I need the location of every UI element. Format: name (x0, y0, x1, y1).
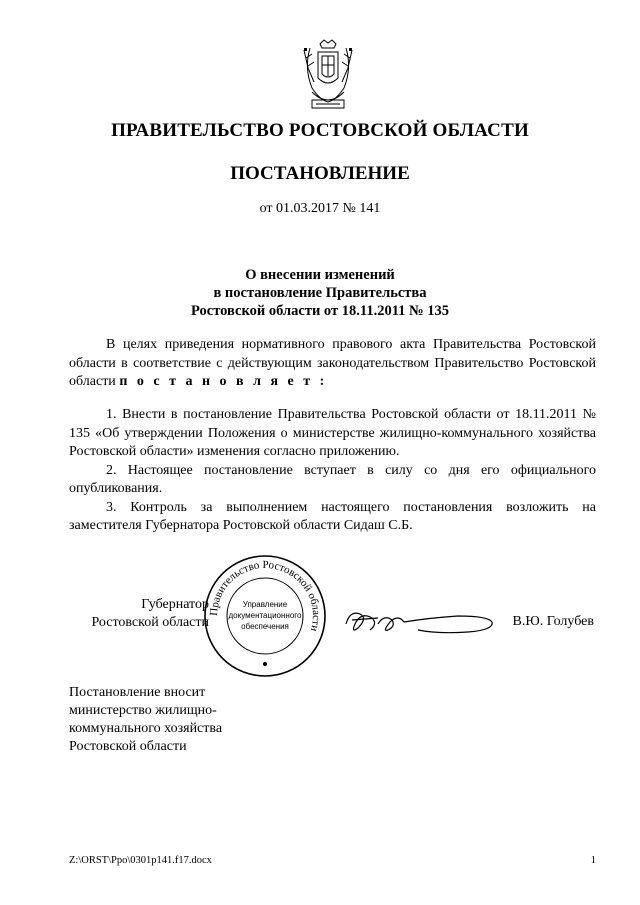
role-line: Губернатор (141, 597, 209, 612)
submitted-line: Ростовской области (69, 739, 187, 754)
preamble-text: В целях приведения нормативного правового акта Правительства Ростовской области в соответствие с действующим законодательством Правительство Ростовской области (69, 337, 596, 389)
document-type-title: ПОСТАНОВЛЕНИЕ (230, 163, 410, 184)
decree-items (69, 406, 596, 536)
decree-item: 3. Контроль за выполнением настоящего постановления возложить на заместителя Губернатора Ростовской области Сидаш С.Б. (69, 499, 596, 533)
role-line: Ростовской области (91, 615, 209, 630)
file-path: Z:\ORST\Ppo\0301p141.f17.docx (69, 855, 212, 866)
submitted-line: Постановление вносит (69, 685, 206, 700)
date-and-number: от 01.03.2017 № 141 (259, 201, 381, 216)
subject-line: О внесении изменений (245, 267, 395, 283)
submitted-line: министерство жилищно- (69, 703, 217, 718)
subject-line: Ростовской области от 18.11.2011 № 135 (191, 303, 449, 319)
signatory-role (69, 596, 209, 632)
signatory-name: В.Ю. Голубев (512, 614, 594, 629)
seal-center-line: Управление (242, 600, 288, 609)
official-seal (202, 553, 328, 679)
page-number: 1 (590, 855, 596, 866)
decree-item: 2. Настоящее постановление вступает в силу со дня его официального опубликования. (69, 462, 596, 496)
seal-ring-text: Правительство Ростовской области (207, 558, 323, 633)
seal-center-line: обеспечения (241, 622, 289, 631)
handwritten-signature (338, 600, 498, 640)
seal-center-line: документационного (228, 611, 302, 620)
decree-subject (0, 266, 640, 320)
submitted-line: коммунального хозяйства (69, 721, 223, 736)
subject-line: в постановление Правительства (213, 285, 427, 301)
preamble (69, 336, 596, 392)
decree-item: 1. Внести в постановление Правительства Ростовской области от 18.11.2011 № 135 «Об утверждении Положения о министерстве жилищно-коммунального хозяйства Ростовской области» изменения согласно приложению. (69, 407, 596, 459)
coat-of-arms-icon (298, 38, 358, 112)
resolves-word: п о с т а н о в л я е т : (119, 374, 328, 389)
submitted-by (69, 684, 319, 756)
government-title: ПРАВИТЕЛЬСТВО РОСТОВСКОЙ ОБЛАСТИ (111, 120, 529, 141)
